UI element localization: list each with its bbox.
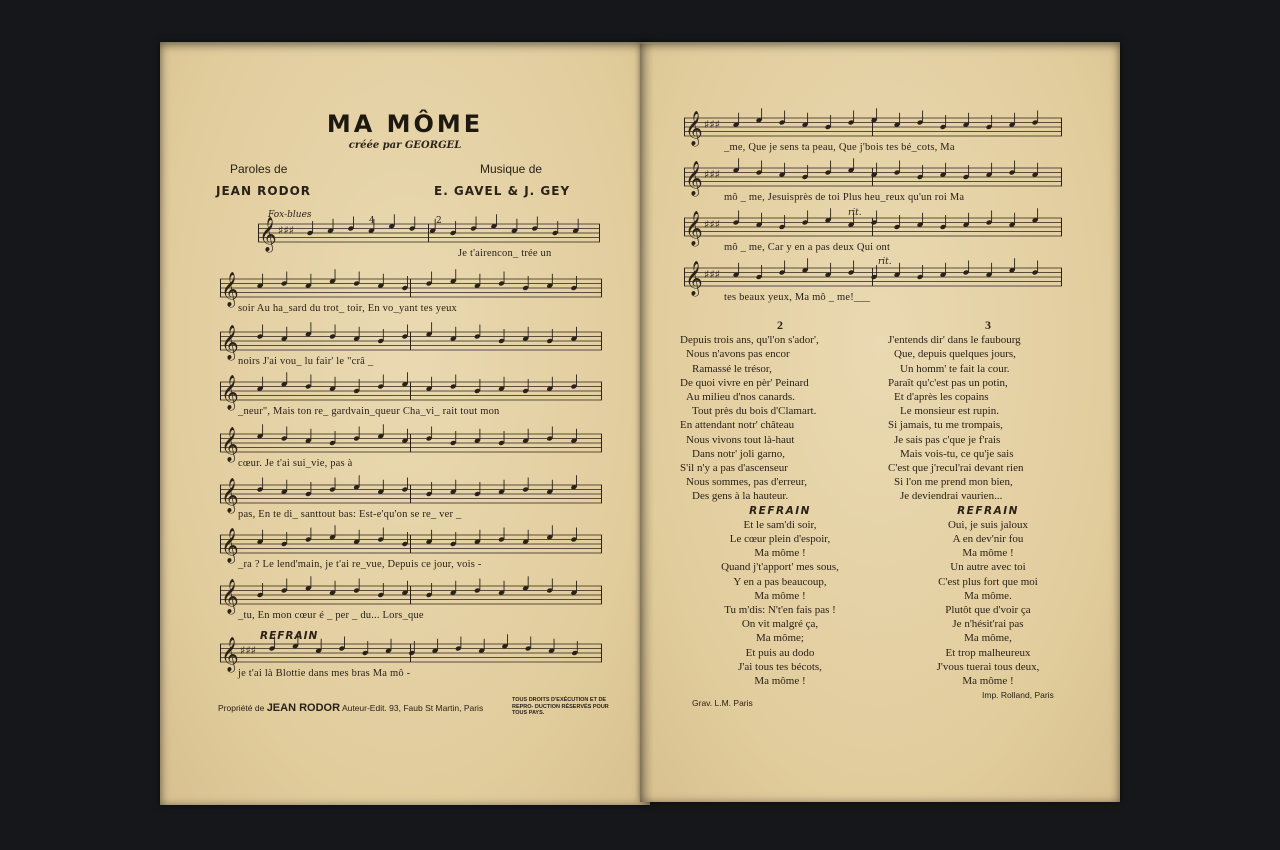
verse-2-refrain [680,518,880,688]
svg-text:♯♯♯: ♯♯♯ [278,224,294,237]
verse-2-refrain-line: Tu m'dis: N't'en fais pas ! [724,604,836,617]
verse-2-line: De quoi vivre en pèr' Peinard [680,376,809,389]
verse-3-refrain-line: Ma môme, [964,632,1012,645]
verse-2-refrain-line: Et puis au dodo [745,646,815,659]
svg-text:𝄞: 𝄞 [685,111,703,146]
printer-credit: Imp. Rolland, Paris [982,690,1054,700]
verse-3-line: Je deviendrai vaurien... [900,490,1003,503]
refrain-label: REFRAIN [260,630,319,642]
staff-lyric: mô _ me, Jesuisprès de toi Plus heu_reux qu'un roi Ma [724,192,965,203]
svg-text:𝄞: 𝄞 [685,211,703,246]
verse-3-refrain-line: Ma môme ! [962,547,1014,560]
verse-2-refrain-line: Et le sam'di soir, [743,518,817,531]
staff-lyric: mô _ me, Car y en a pas deux Qui ont [724,242,891,253]
svg-text:♯♯♯: ♯♯♯ [240,644,256,657]
svg-text:♯♯♯: ♯♯♯ [704,268,720,281]
staff-lyric: cœur. Je t'ai sui_vie, pas à [238,458,353,469]
verse-2-refrain-line: Le cœur plein d'espoir, [729,533,831,546]
verse-3-line: Le monsieur est rupin. [900,405,999,418]
verse-3-line: Si l'on me prend mon bien, [894,476,1013,489]
verse-2-refrain-line: Quand j't'apport' mes sous, [721,561,839,574]
verse-2-refrain-line: Ma môme; [756,632,804,645]
svg-text:𝄞: 𝄞 [221,637,239,672]
verse-3-line: C'est que j'recul'rai devant rien [888,462,1024,475]
page-fold-shadow [640,44,654,802]
verse-2-line: En attendant notr' château [680,419,795,432]
verse-2-line: Nous vivons tout là-haut [686,433,795,446]
verse-2-lines [680,333,880,503]
tempo-marking: Fox-blues [268,210,312,220]
verse-2-refrain-line: Ma môme ! [754,675,806,688]
svg-text:𝄞: 𝄞 [221,375,239,410]
verse-2-line: Nous sommes, pas d'erreur, [686,476,807,489]
verse-2-line: Au milieu d'nos canards. [686,391,795,404]
svg-text:♯♯♯: ♯♯♯ [704,218,720,231]
footer-owner: JEAN RODOR [266,702,341,714]
svg-text:𝄞: 𝄞 [221,325,239,360]
rit-mark-1: rit. [848,208,862,218]
staff-lyric: soir Au ha_sard du trot_ toir, En vo_yant tes yeux [238,303,457,314]
staff-lyric: _tu, En mon cœur é _ per _ du... Lors_que [238,610,424,621]
verse-2-refrain-line: Y en a pas beaucoup, [733,575,827,588]
verse-2-line: Depuis trois ans, qu'l'on s'ador', [680,334,819,347]
verse-2-refrain-line: Ma môme ! [754,589,806,602]
verse-3-line: Je sais pas c'que je f'rais [894,433,1001,446]
verse-2-refrain-label: REFRAIN [749,504,811,517]
publisher-footer [218,702,483,714]
verse-2-refrain-line: J'ai tous tes bécots, [738,660,822,673]
svg-text:𝄞: 𝄞 [685,261,703,296]
song-title: MA MÔME [326,110,484,138]
right-page [640,42,1120,802]
staff-lyric: tes beaux yeux, Ma mô _ me!___ [724,292,871,303]
verse-3-refrain-line: Ma môme ! [962,675,1014,688]
lyricist-name: JEAN RODOR [216,184,312,198]
verse-3-line: Que, depuis quelques jours, [894,348,1016,361]
verse-3-line: Paraît qu'c'est pas un potin, [888,376,1008,389]
svg-text:𝄞: 𝄞 [221,272,239,307]
verse-3 [888,318,1088,688]
verse-2-line: Nous n'avons pas encor [686,348,790,361]
verse-3-line: Mais vois-tu, ce qu'je sais [900,447,1014,460]
staff-lyric: je t'ai là Blottie dans mes bras Ma mô - [238,668,411,679]
verse-2-refrain-line: On vit malgré ça, [741,618,819,631]
verse-3-refrain-label: REFRAIN [957,504,1019,517]
measure-number: 2 [436,216,442,226]
footer-address: Auteur-Edit. 93, Faub St Martin, Paris [341,703,484,713]
svg-text:𝄞: 𝄞 [685,161,703,196]
verse-3-line: Un homm' te fait la cour. [900,362,1010,375]
staff-lyric: _me, Que je sens ta peau, Que j'bois tes bé_cots, Ma [724,142,955,153]
verse-3-refrain-line: Plutôt que d'voir ça [945,604,1031,617]
svg-text:𝄞: 𝄞 [259,217,277,252]
verse-3-lines [888,333,1088,503]
verse-2-line: Ramassé le trésor, [692,362,772,375]
verse-3-refrain-line: Et trop malheureux [945,646,1031,659]
measure-rest-count: 4 [369,216,375,226]
composers-name: E. GAVEL & J. GEY [434,184,571,198]
svg-text:𝄞: 𝄞 [221,528,239,563]
engraver-credit: Grav. L.M. Paris [692,698,753,708]
verse-3-refrain-line: Un autre avec toi [950,561,1026,574]
verse-2-refrain-line: Ma môme ! [754,547,806,560]
svg-text:𝄞: 𝄞 [221,579,239,614]
verse-3-refrain-line: Je n'hésit'rai pas [952,618,1024,631]
staff-lyric: _neur", Mais ton re_ gardvain_queur Cha_vi_ rait tout mon [238,406,500,417]
staff-lyric: pas, En te di_ santtout bas: Est-e'qu'on se re_ ver _ [238,509,462,520]
verse-2 [680,318,880,688]
lyrics-label: Paroles de [230,162,288,176]
verse-2-line: Des gens à la hauteur. [692,490,789,503]
svg-text:♯♯♯: ♯♯♯ [704,168,720,181]
staff-lyric: _ra ? Le lend'main, je t'ai re_vue, Depuis ce jour, vois - [238,559,482,570]
verse-2-line: S'il n'y a pas d'ascenseur [680,462,788,475]
svg-text:♯♯♯: ♯♯♯ [704,118,720,131]
music-label: Musique de [480,162,543,176]
created-by: créée par GEORGEL [348,140,462,151]
svg-text:𝄞: 𝄞 [221,427,239,462]
verse-3-line: J'entends dir' dans le faubourg [888,334,1021,347]
verse-2-line: Tout près du bois d'Clamart. [692,405,817,418]
verse-3-number: 3 [985,318,991,332]
verse-3-refrain-line: C'est plus fort que moi [938,575,1038,588]
verse-3-refrain [888,518,1088,688]
rights-notice: TOUS DROITS D'EXÉCUTION ET DE REPRO- DUCTION RÉSERVÉS POUR TOUS PAYS. [512,697,609,716]
verse-2-number: 2 [777,318,783,332]
verse-3-refrain-line: A en dev'nir fou [952,533,1024,546]
verse-3-refrain-line: Ma môme. [964,589,1012,602]
verse-3-refrain-line: J'vous tuerai tous deux, [936,660,1040,673]
verse-3-line: Et d'après les copains [894,391,989,404]
svg-text:𝄞: 𝄞 [221,478,239,513]
left-page [160,42,650,805]
staff-lyric: Je t'airencon_ trée un [458,248,552,259]
verse-2-line: Dans notr' joli garno, [692,447,786,460]
verse-3-refrain-line: Oui, je suis jaloux [947,518,1029,531]
staff-lyric: noirs J'ai vou_ lu fair' le "crâ _ [238,356,374,367]
footer-prefix: Propriété de [218,703,265,713]
verse-3-line: Si jamais, tu me trompais, [888,419,1003,432]
rit-mark-2: rit. [878,257,892,267]
